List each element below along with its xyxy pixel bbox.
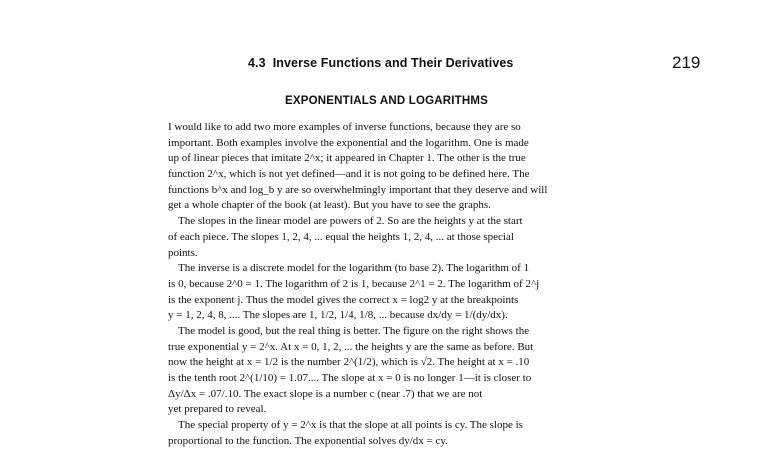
body-line: now the height at x = 1/2 is the number 2^(1/2), which is √2. The height at x = .10 [168, 356, 530, 369]
body-line: The model is good, but the real thing is better. The figure on the right shows the [178, 324, 530, 337]
body-line: important. Both examples involve the exponential and the logarithm. One is made [168, 136, 529, 149]
body-line: The special property of y = 2^x is that the slope at all points is cy. The slope is [178, 419, 523, 432]
body-line: proportional to the function. The exponential solves dy/dx = cy. [168, 434, 448, 447]
body-line: functions b^x and log_b y are so overwhelmingly important that they deserve and will [168, 183, 548, 196]
page-number: 219 [672, 53, 701, 72]
subsection-heading: EXPONENTIALS AND LOGARITHMS [285, 95, 489, 107]
body-line: points. [168, 246, 198, 259]
running-header [248, 56, 513, 70]
body-line: is the tenth root 2^(1/10) = 1.07.... The slope at x = 0 is no longer 1—it is closer to [168, 372, 532, 384]
body-line: The inverse is a discrete model for the logarithm (to base 2). The logarithm of 1 [178, 262, 530, 275]
body-line: Δy/Δx = .07/.10. The exact slope is a number c (near .7) that we are not [168, 387, 483, 400]
body-line: of each piece. The slopes 1, 2, 4, ... equal the heights 1, 2, 4, ... at those special [168, 230, 514, 243]
body-line: up of linear pieces that imitate 2^x; it appeared in Chapter 1. The other is the true [168, 152, 526, 165]
body-line: The slopes in the linear model are powers of 2. So are the heights y at the start [178, 215, 523, 228]
body-line: true exponential y = 2^x. At x = 0, 1, 2, ... the heights y are the same as before. But [168, 340, 534, 353]
section-number: 4.3 [248, 56, 266, 70]
body-text [168, 120, 602, 449]
body-line: y = 1, 2, 4, 8, .... The slopes are 1, 1/2, 1/4, 1/8, ... because dx/dy = 1/(dy/dx). [168, 309, 508, 322]
body-line: function 2^x, which is not yet defined—and it is not going to be defined here. The [168, 168, 530, 181]
body-line: I would like to add two more examples of inverse functions, because they are so [168, 121, 521, 133]
body-line: is 0, because 2^0 = 1. The logarithm of 2 is 1, because 2^1 = 2. The logarithm of 2^j [168, 277, 540, 290]
body-line: yet prepared to reveal. [168, 403, 267, 416]
section-title: Inverse Functions and Their Derivatives [272, 56, 514, 70]
body-line: get a whole chapter of the book (at least). But you have to see the graphs. [168, 199, 491, 212]
body-line: is the exponent j. Thus the model gives the correct x = log2 y at the breakpoints [168, 293, 519, 306]
